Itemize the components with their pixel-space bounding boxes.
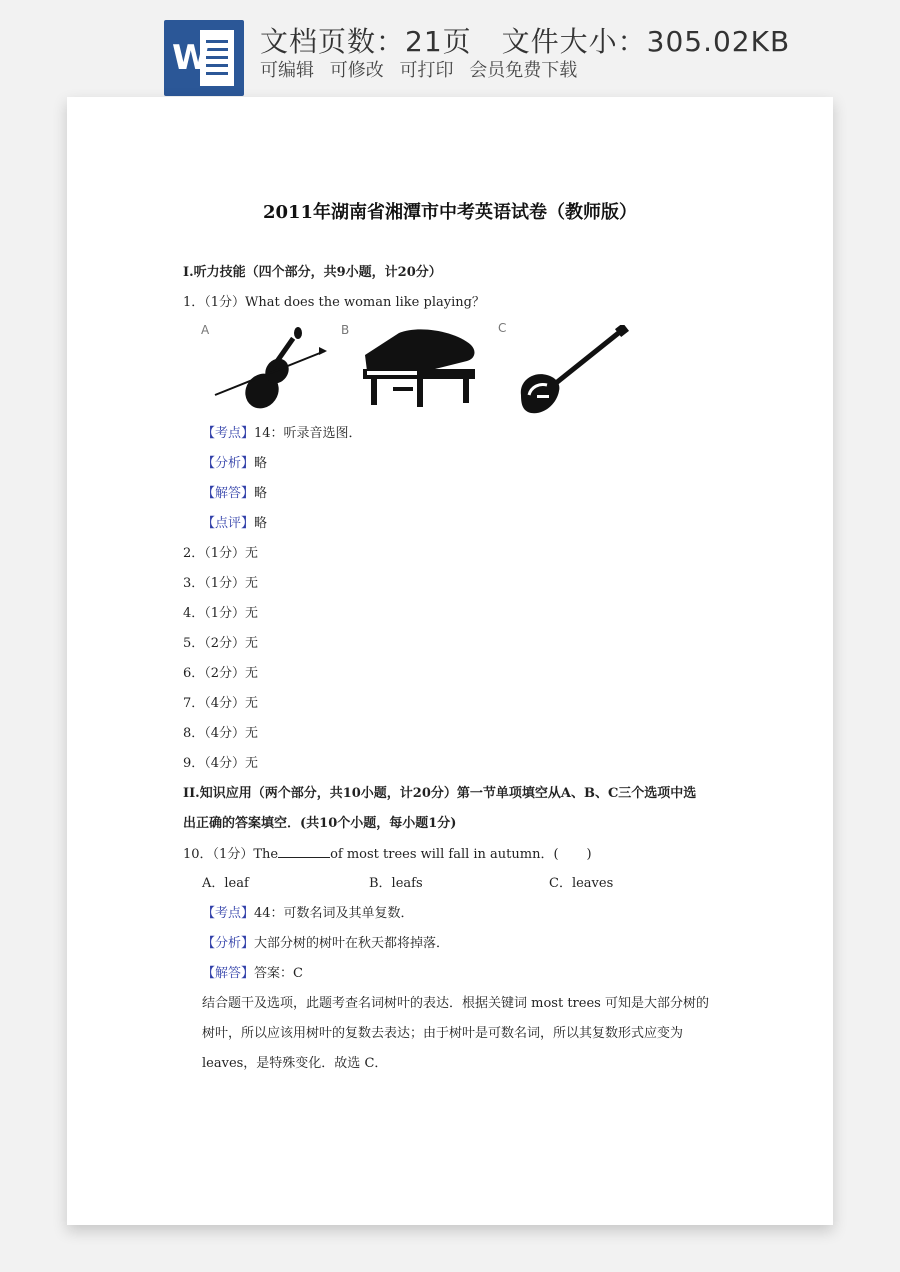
banner-features [260, 56, 587, 82]
feature-editable: 可编辑 [260, 60, 314, 81]
q10-option-a: A．leaf [202, 876, 249, 891]
kaodian-text: 14：听录音选图． [254, 426, 362, 441]
q10-explanation-line3: leaves，是特殊变化．故选 C． [202, 1056, 388, 1071]
option-c-label: C [498, 321, 507, 335]
q10-explanation-line2: 树叶，所以应该用树叶的复数去表达；由于树叶是可数名词，所以其复数形式应变为 [202, 1026, 684, 1041]
dianping-tag: 【点评】 [202, 516, 255, 531]
jieda-text: 略 [254, 486, 268, 501]
question-4: 4．（1分）无 [183, 606, 259, 621]
feature-modifiable: 可修改 [329, 60, 384, 81]
download-banner [0, 0, 900, 96]
q10-kaodian [202, 906, 414, 922]
question-3: 3．（1分）无 [183, 576, 259, 591]
question-1: 1．（1分）What does the woman like playing？ [183, 295, 485, 310]
question-6: 6．（2分）无 [183, 666, 259, 681]
kaodian-tag: 【考点】 [202, 906, 255, 921]
q1-fenxi [202, 456, 267, 472]
q10-option-b: B．leafs [369, 876, 423, 891]
q1-kaodian [202, 426, 362, 442]
page-count-label: 文档页数：21页 [260, 25, 472, 58]
fenxi-text: 略 [254, 456, 268, 471]
feature-member-download[interactable]: 会员免费下载 [469, 60, 578, 81]
document-page [67, 97, 833, 1225]
question-2: 2．（1分）无 [183, 546, 259, 561]
option-a-label: A [201, 323, 210, 337]
kaodian-text: 44：可数名词及其单复数． [254, 906, 414, 921]
question-8: 8．（4分）无 [183, 726, 259, 741]
feature-printable: 可打印 [399, 60, 454, 81]
word-icon-letter: W [172, 38, 210, 78]
q10-prefix: 10．（1分）The [183, 847, 279, 862]
q10-fenxi [202, 936, 449, 952]
answer-blank [278, 846, 330, 858]
question-9: 9．（4分）无 [183, 756, 259, 771]
fenxi-tag: 【分析】 [202, 456, 255, 471]
fenxi-text: 大部分树的树叶在秋天都将掉落． [254, 936, 450, 951]
banner-title [260, 20, 790, 60]
kaodian-tag: 【考点】 [202, 426, 255, 441]
q10-close-paren: ) [586, 847, 592, 862]
option-b-label: B [341, 323, 350, 337]
section1-heading: I.听力技能（四个部分，共9小题，计20分） [183, 265, 442, 280]
electric-guitar-icon [515, 325, 631, 417]
question-5: 5．（2分）无 [183, 636, 259, 651]
section2-heading-line2: 出正确的答案填空．(共10个小题，每小题1分) [183, 816, 457, 831]
violin-icon [207, 325, 327, 415]
q10-option-c: C．leaves [549, 876, 614, 891]
q10-suffix: of most trees will fall in autumn．( [330, 847, 559, 862]
q1-jieda [202, 486, 267, 502]
q1-dianping [202, 516, 267, 532]
dianping-text: 略 [254, 516, 268, 531]
document-title: 2011年湖南省湘潭市中考英语试卷（教师版） [262, 202, 638, 223]
jieda-tag: 【解答】 [202, 966, 255, 981]
question-7: 7．（4分）无 [183, 696, 259, 711]
file-size-label: 文件大小：305.02KB [501, 25, 791, 58]
jieda-tag: 【解答】 [202, 486, 255, 501]
q10-explanation-line1: 结合题干及选项，此题考查名词树叶的表达．根据关键词 most trees 可知是大部分树的 [202, 996, 709, 1011]
question-10 [183, 846, 592, 863]
word-document-icon [164, 20, 244, 96]
section2-heading-line1: II.知识应用（两个部分，共10小题，计20分）第一节单项填空从A、B、C三个选项中选 [183, 786, 697, 801]
grand-piano-icon [359, 325, 481, 411]
fenxi-tag: 【分析】 [202, 936, 255, 951]
q10-jieda [202, 966, 303, 982]
jieda-text: 答案：C [254, 966, 303, 981]
